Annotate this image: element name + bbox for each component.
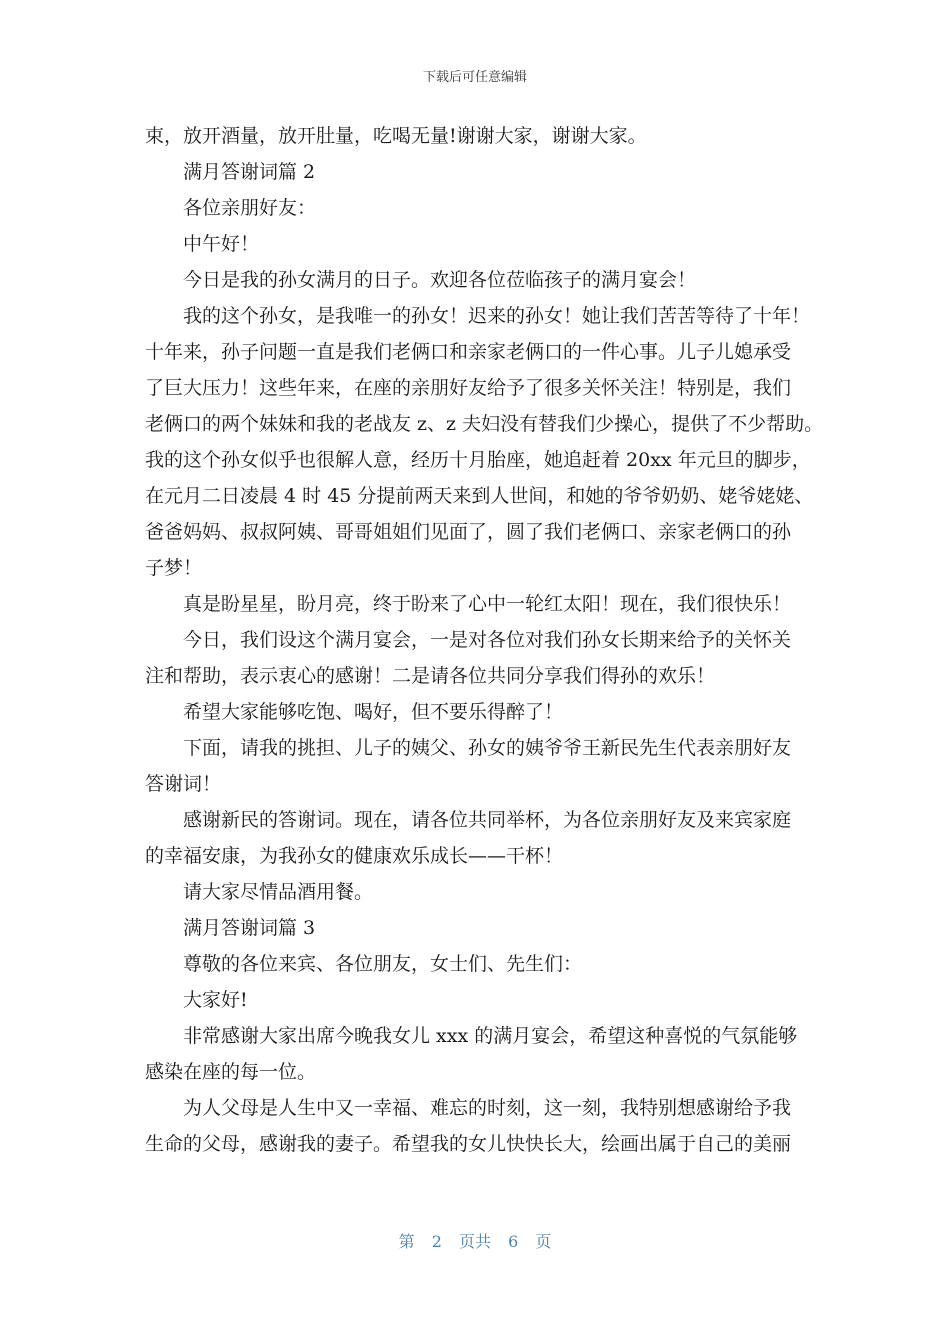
footer-ye-gong: 页共 bbox=[458, 1232, 491, 1251]
text-line: 非常感谢大家出席今晚我女儿 xxx 的满月宴会，希望这种喜悦的气氛能够 bbox=[183, 1025, 798, 1047]
text-line: 我的这个孙女，是我唯一的孙女！迟来的孙女！她让我们苦苦等待了十年！ bbox=[183, 305, 811, 327]
text-line: 我的这个孙女似乎也很解人意，经历十月胎座，她追赶着 20xx 年元旦的脚步， bbox=[145, 449, 811, 471]
text-line: 十年来，孙子问题一直是我们老俩口和亲家老俩口的一件心事。儿子儿媳承受 bbox=[145, 341, 792, 363]
text-line: 今日，我们设这个满月宴会，一是对各位对我们孙女长期来给予的关怀关 bbox=[183, 629, 792, 651]
text-line: 尊敬的各位来宾、各位朋友，女士们、先生们： bbox=[183, 953, 583, 975]
text-line: 满月答谢词篇 3 bbox=[183, 917, 316, 939]
text-line: 真是盼星星，盼月亮，终于盼来了心中一轮红太阳！现在，我们很快乐！ bbox=[183, 593, 792, 615]
footer-di: 第 bbox=[398, 1232, 415, 1251]
text-line: 爸爸妈妈、叔叔阿姨、哥哥姐姐们见面了，圆了我们老俩口、亲家老俩口的孙 bbox=[145, 521, 792, 543]
text-line: 为人父母是人生中又一幸福、难忘的时刻，这一刻，我特别想感谢给予我 bbox=[183, 1097, 792, 1119]
text-line: 了巨大压力！这些年来，在座的亲朋好友给予了很多关怀关注！特别是，我们 bbox=[145, 377, 792, 399]
page-header-note: 下载后可任意编辑 bbox=[422, 70, 527, 85]
text-line: 感谢新民的答谢词。现在，请各位共同举杯，为各位亲朋好友及来宾家庭 bbox=[183, 809, 792, 831]
text-line: 的幸福安康，为我孙女的健康欢乐成长——干杯！ bbox=[145, 845, 564, 867]
text-line: 大家好! bbox=[183, 989, 248, 1011]
text-line: 生命的父母，感谢我的妻子。希望我的女儿快快长大，绘画出属于自己的美丽 bbox=[145, 1133, 792, 1155]
text-line: 希望大家能够吃饱、喝好，但不要乐得醉了！ bbox=[183, 701, 564, 723]
document-body bbox=[145, 118, 825, 1162]
text-line: 下面，请我的挑担、儿子的姨父、孙女的姨爷爷王新民先生代表亲朋好友 bbox=[183, 737, 792, 759]
text-line: 注和帮助，表示衷心的感谢！二是请各位共同分享我们得孙的欢乐！ bbox=[145, 665, 716, 687]
text-line: 感染在座的每一位。 bbox=[145, 1061, 317, 1083]
footer-page-number: 2 bbox=[431, 1232, 442, 1251]
footer-total-pages: 6 bbox=[508, 1232, 519, 1251]
text-line: 老俩口的两个妹妹和我的老战友 z、z 夫妇没有替我们少操心，提供了不少帮助。 bbox=[145, 413, 824, 435]
text-line: 各位亲朋好友： bbox=[183, 197, 317, 219]
text-line: 请大家尽情品酒用餐。 bbox=[183, 881, 374, 903]
text-line: 今日是我的孙女满月的日子。欢迎各位莅临孩子的满月宴会！ bbox=[183, 269, 697, 291]
footer-ye: 页 bbox=[535, 1232, 552, 1251]
text-line: 答谢词！ bbox=[145, 773, 222, 795]
text-line: 子梦！ bbox=[145, 557, 203, 579]
text-line: 在元月二日凌晨 4 时 45 分提前两天来到人世间，和她的爷爷奶奶、姥爷姥姥、 bbox=[145, 485, 814, 507]
text-line: 满月答谢词篇 2 bbox=[183, 161, 316, 183]
text-line: 中午好！ bbox=[183, 233, 260, 255]
page-footer bbox=[0, 1229, 950, 1252]
text-line: 束，放开酒量，放开肚量，吃喝无量!谢谢大家，谢谢大家。 bbox=[145, 125, 647, 147]
